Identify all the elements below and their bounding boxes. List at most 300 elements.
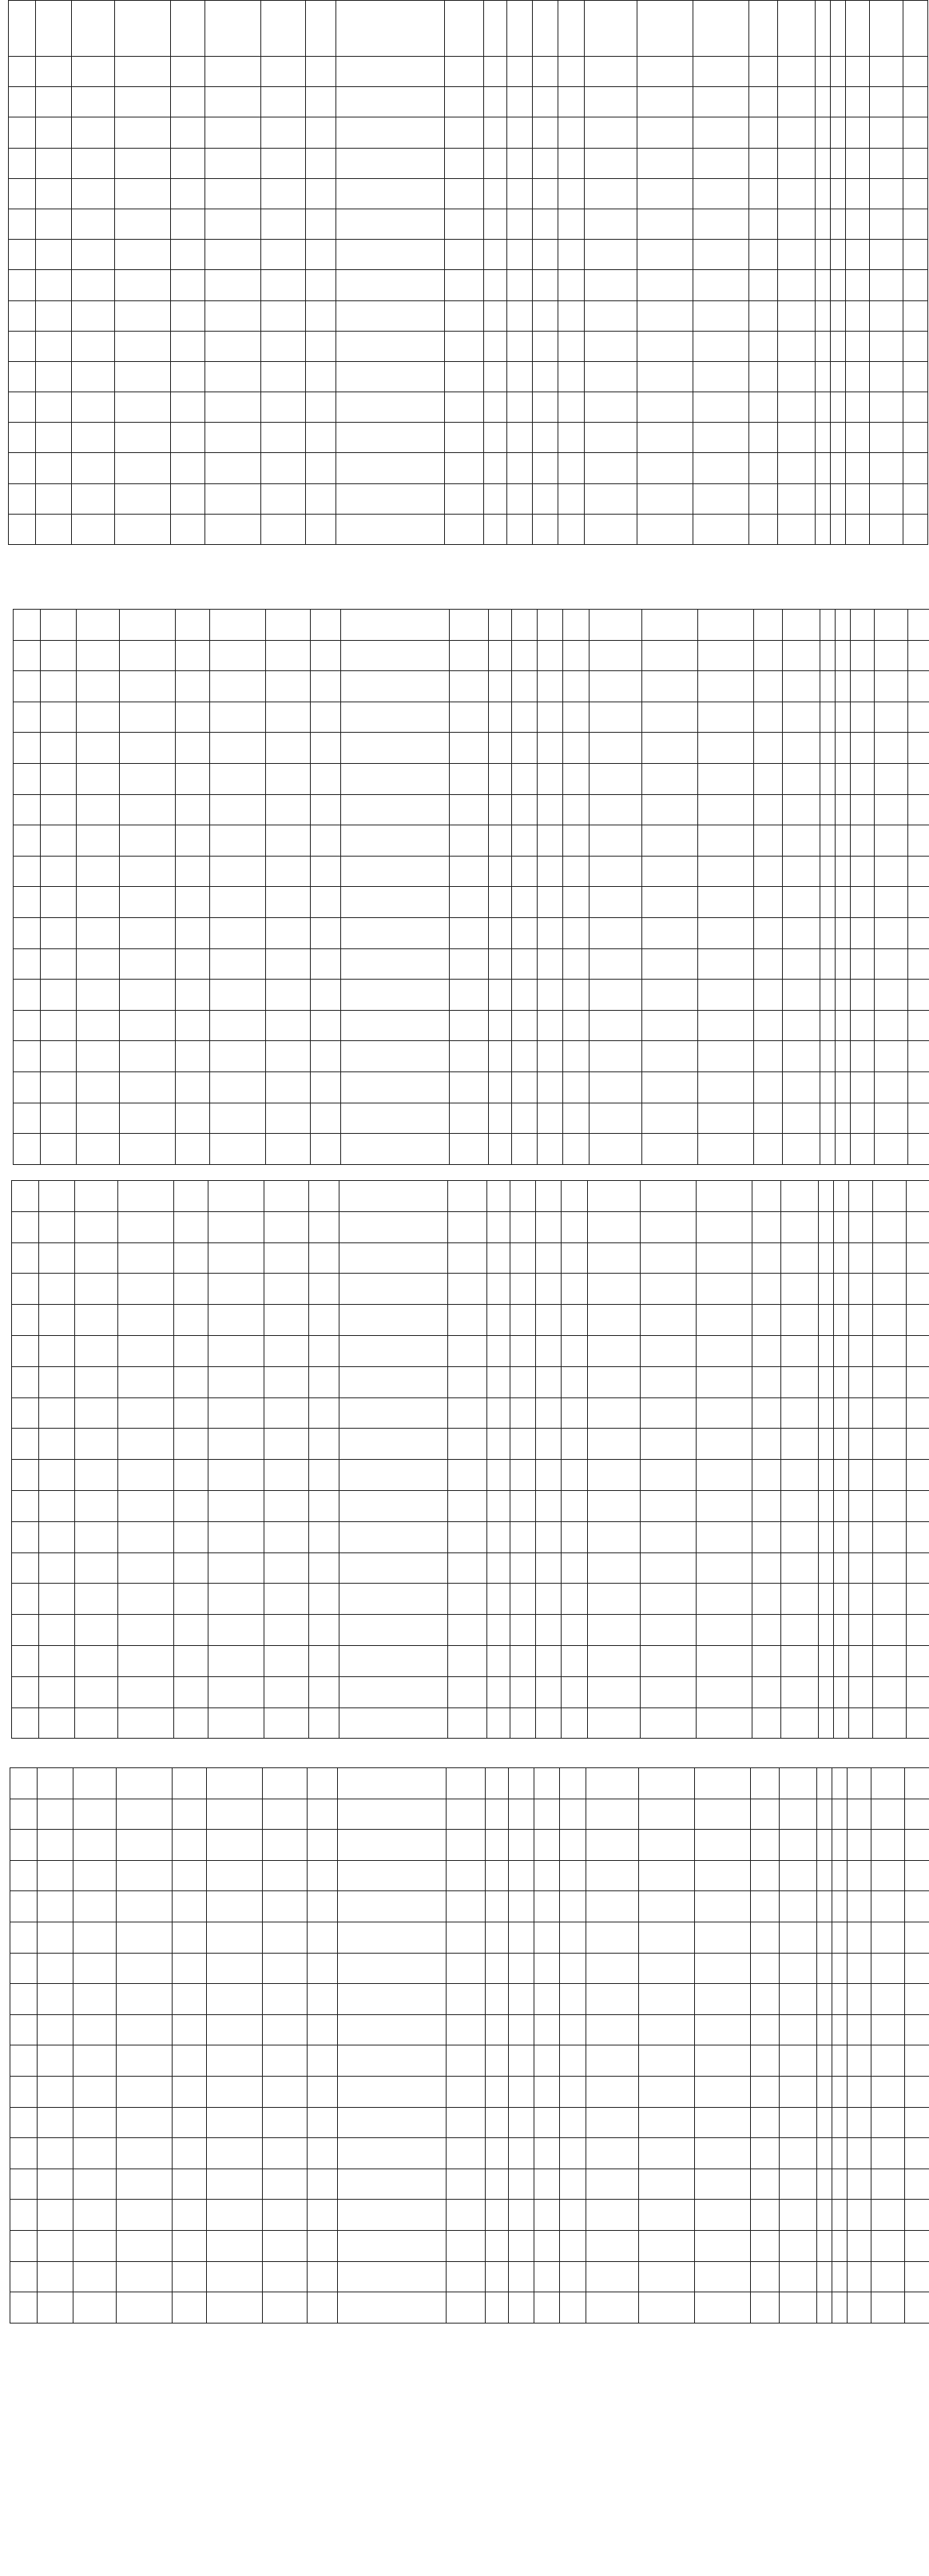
table-cell — [512, 610, 538, 641]
table-cell — [869, 423, 903, 453]
table-cell — [588, 1366, 640, 1397]
table-cell — [696, 1274, 752, 1305]
table-cell — [641, 948, 697, 980]
table-cell — [533, 514, 558, 544]
table-cell — [903, 423, 928, 453]
table-cell — [265, 825, 310, 857]
table-cell — [447, 1707, 487, 1739]
table-cell — [637, 178, 693, 209]
table-cell — [836, 1010, 851, 1041]
table-cell — [339, 1521, 447, 1552]
table-cell — [586, 1891, 638, 1922]
table-cell — [536, 1274, 562, 1305]
table-cell — [341, 763, 449, 794]
table-cell — [820, 856, 835, 887]
table-cell — [694, 2169, 750, 2200]
table-cell — [752, 1397, 780, 1429]
table-cell — [694, 2261, 750, 2292]
table-cell — [903, 361, 928, 392]
table-cell — [536, 1335, 562, 1366]
table-cell — [848, 2107, 871, 2138]
table-cell — [869, 453, 903, 483]
table-cell — [832, 1984, 848, 2015]
table-cell — [170, 178, 204, 209]
table-cell — [908, 1010, 929, 1041]
table-row — [14, 610, 929, 641]
table-cell — [815, 361, 830, 392]
table-cell — [10, 1830, 38, 1861]
table-cell — [265, 1071, 310, 1103]
table-cell — [846, 87, 869, 117]
table-cell — [510, 1397, 536, 1429]
table-cell — [310, 1010, 340, 1041]
table-cell — [204, 392, 260, 423]
table-cell — [71, 178, 114, 209]
table-cell — [534, 2138, 560, 2169]
table-row — [10, 1768, 929, 1799]
table-row — [14, 887, 929, 918]
table-cell — [262, 2107, 307, 2138]
table-cell — [779, 1891, 816, 1922]
table-cell — [536, 1211, 562, 1242]
table-cell — [38, 1552, 74, 1584]
table-cell — [831, 392, 846, 423]
table-cell — [173, 1181, 208, 1212]
table-cell — [869, 483, 903, 514]
header-row — [9, 1, 928, 57]
table-cell — [74, 1181, 117, 1212]
table-cell — [117, 1830, 173, 1861]
table-cell — [637, 209, 693, 239]
table-cell — [10, 2014, 38, 2045]
table-cell — [308, 1242, 339, 1274]
table-cell — [831, 423, 846, 453]
table-cell — [820, 1103, 835, 1134]
table-cell — [818, 1335, 833, 1366]
table-cell — [14, 825, 41, 857]
table-cell — [37, 1984, 73, 2015]
table-cell — [9, 87, 36, 117]
table-cell — [449, 1103, 489, 1134]
table-cell — [907, 1490, 929, 1521]
table-cell — [848, 1922, 871, 1953]
table-cell — [308, 1584, 339, 1615]
table-cell — [509, 1953, 534, 1984]
table-cell — [260, 423, 305, 453]
table-cell — [538, 1071, 563, 1103]
table-cell — [10, 2230, 38, 2261]
table-cell — [484, 240, 507, 270]
table-cell — [869, 300, 903, 331]
table-cell — [115, 392, 171, 423]
table-cell — [779, 2045, 816, 2077]
table-cell — [120, 763, 176, 794]
table-cell — [559, 1860, 586, 1891]
table-cell — [447, 1211, 487, 1242]
table-cell — [777, 361, 815, 392]
table-cell — [590, 856, 641, 887]
table-cell — [849, 1521, 872, 1552]
table-row — [9, 117, 928, 148]
table-cell — [486, 1860, 509, 1891]
table-cell — [815, 148, 830, 178]
table-cell — [444, 300, 484, 331]
table-cell — [586, 2169, 638, 2200]
table-cell — [816, 2261, 832, 2292]
table-cell — [558, 453, 585, 483]
table-cell — [558, 331, 585, 361]
table-cell — [487, 1460, 510, 1491]
table-cell — [907, 1211, 929, 1242]
table-cell — [336, 117, 444, 148]
table-row — [9, 209, 928, 239]
table-cell — [818, 1274, 833, 1305]
table-cell — [37, 2138, 73, 2169]
table-row — [10, 1891, 929, 1922]
table-cell — [170, 240, 204, 270]
table-cell — [489, 1010, 512, 1041]
table-cell — [777, 300, 815, 331]
table-cell — [588, 1274, 640, 1305]
table-cell — [753, 1103, 782, 1134]
table-cell — [694, 1891, 750, 1922]
table-cell — [37, 2076, 73, 2107]
table-cell — [832, 2014, 848, 2045]
table-cell — [848, 1860, 871, 1891]
table-cell — [209, 640, 265, 671]
table-cell — [780, 1645, 818, 1676]
table-cell — [444, 87, 484, 117]
table-cell — [35, 57, 71, 87]
table-cell — [561, 1397, 588, 1429]
table-cell — [640, 1397, 696, 1429]
table-cell — [750, 2169, 779, 2200]
table-cell — [869, 209, 903, 239]
table-cell — [338, 1860, 446, 1891]
table-cell — [641, 1071, 697, 1103]
table-cell — [638, 1799, 694, 1830]
table-cell — [120, 887, 176, 918]
table-cell — [308, 1429, 339, 1460]
table-cell — [779, 1768, 816, 1799]
table-cell — [820, 917, 835, 948]
table-cell — [637, 240, 693, 270]
table-cell — [175, 1103, 209, 1134]
table-cell — [780, 1521, 818, 1552]
table-cell — [338, 1984, 446, 2015]
table-cell — [115, 270, 171, 300]
table-cell — [849, 1645, 872, 1676]
table-cell — [818, 1490, 833, 1521]
table-cell — [265, 1134, 310, 1165]
table-cell — [444, 331, 484, 361]
table-cell — [338, 2169, 446, 2200]
table-cell — [753, 980, 782, 1011]
table-cell — [38, 1676, 74, 1707]
table-cell — [172, 1830, 206, 1861]
table-cell — [512, 1071, 538, 1103]
table-cell — [846, 392, 869, 423]
table-cell — [260, 87, 305, 117]
table-cell — [750, 1768, 779, 1799]
table-cell — [874, 948, 908, 980]
table-cell — [585, 240, 637, 270]
table-cell — [834, 1242, 849, 1274]
table-cell — [208, 1615, 264, 1646]
table-cell — [818, 1521, 833, 1552]
table-cell — [907, 1584, 929, 1615]
table-cell — [260, 270, 305, 300]
table-row — [12, 1335, 929, 1366]
table-cell — [816, 1891, 832, 1922]
table-cell — [696, 1335, 752, 1366]
table-cell — [305, 361, 335, 392]
table-cell — [586, 2261, 638, 2292]
table-cell — [782, 856, 820, 887]
table-cell — [449, 763, 489, 794]
column-header — [115, 1, 171, 57]
table-cell — [487, 1707, 510, 1739]
table-cell — [71, 361, 114, 392]
table-cell — [590, 733, 641, 764]
table-cell — [538, 948, 563, 980]
table-cell — [831, 514, 846, 544]
table-cell — [487, 1274, 510, 1305]
table-cell — [336, 178, 444, 209]
table-cell — [14, 1010, 41, 1041]
table-cell — [777, 453, 815, 483]
table-cell — [538, 733, 563, 764]
table-cell — [641, 856, 697, 887]
table-cell — [640, 1552, 696, 1584]
table-cell — [305, 392, 335, 423]
table-cell — [832, 1768, 848, 1799]
table-cell — [339, 1490, 447, 1521]
table-cell — [697, 825, 753, 857]
table-cell — [444, 270, 484, 300]
table-cell — [748, 117, 777, 148]
table-cell — [40, 1103, 76, 1134]
table-cell — [118, 1521, 174, 1552]
table-cell — [834, 1584, 849, 1615]
table-cell — [449, 917, 489, 948]
table-cell — [818, 1429, 833, 1460]
table-cell — [748, 514, 777, 544]
table-cell — [117, 2292, 173, 2324]
table-cell — [753, 763, 782, 794]
table-cell — [750, 1922, 779, 1953]
table-cell — [748, 209, 777, 239]
table-cell — [536, 1584, 562, 1615]
table-cell — [816, 1860, 832, 1891]
table-cell — [310, 702, 340, 733]
table-cell — [307, 2045, 337, 2077]
table-cell — [35, 240, 71, 270]
table-cell — [585, 331, 637, 361]
table-cell — [341, 1071, 449, 1103]
table-cell — [487, 1242, 510, 1274]
table-cell — [73, 2261, 116, 2292]
table-cell — [209, 948, 265, 980]
table-cell — [209, 1103, 265, 1134]
table-cell — [779, 1953, 816, 1984]
table-cell — [265, 1103, 310, 1134]
table-cell — [120, 1071, 176, 1103]
table-cell — [487, 1397, 510, 1429]
table-cell — [782, 887, 820, 918]
table-cell — [73, 1799, 116, 1830]
table-cell — [74, 1429, 117, 1460]
table-cell — [206, 2045, 262, 2077]
table-cell — [694, 1768, 750, 1799]
table-cell — [559, 2107, 586, 2138]
table-cell — [208, 1429, 264, 1460]
table-cell — [590, 702, 641, 733]
table-cell — [170, 209, 204, 239]
table-row — [10, 1860, 929, 1891]
table-row — [9, 331, 928, 361]
table-cell — [640, 1460, 696, 1491]
table-cell — [444, 392, 484, 423]
table-cell — [559, 2230, 586, 2261]
table-cell — [264, 1584, 308, 1615]
table-cell — [208, 1335, 264, 1366]
table-cell — [14, 610, 41, 641]
table-cell — [694, 2107, 750, 2138]
table-cell — [696, 1490, 752, 1521]
table-cell — [308, 1305, 339, 1336]
table-cell — [561, 1552, 588, 1584]
table-cell — [638, 2014, 694, 2045]
table-cell — [820, 610, 835, 641]
table-cell — [640, 1211, 696, 1242]
table-row — [10, 2107, 929, 2138]
table-cell — [836, 763, 851, 794]
table-cell — [37, 2200, 73, 2231]
table-cell — [536, 1552, 562, 1584]
table-cell — [262, 2045, 307, 2077]
table-cell — [305, 270, 335, 300]
table-cell — [37, 1799, 73, 1830]
table-row — [10, 2200, 929, 2231]
table-cell — [533, 209, 558, 239]
table-cell — [209, 610, 265, 641]
table-cell — [753, 1010, 782, 1041]
table-cell — [820, 887, 835, 918]
table-row — [9, 514, 928, 544]
table-cell — [815, 331, 830, 361]
table-cell — [820, 763, 835, 794]
table-cell — [307, 1984, 337, 2015]
table-cell — [120, 980, 176, 1011]
table-cell — [561, 1521, 588, 1552]
table-row — [9, 148, 928, 178]
table-cell — [74, 1274, 117, 1305]
table-cell — [341, 794, 449, 825]
table-cell — [115, 453, 171, 483]
table-cell — [908, 980, 929, 1011]
table-cell — [777, 148, 815, 178]
table-cell — [849, 1242, 872, 1274]
table-cell — [339, 1274, 447, 1305]
table-cell — [750, 2230, 779, 2261]
table-cell — [534, 1860, 560, 1891]
table-cell — [509, 1830, 534, 1861]
table-cell — [561, 1274, 588, 1305]
table-cell — [308, 1676, 339, 1707]
table-cell — [76, 794, 119, 825]
table-cell — [818, 1460, 833, 1491]
table-cell — [175, 763, 209, 794]
table-cell — [538, 825, 563, 857]
table-cell — [815, 209, 830, 239]
table-cell — [208, 1397, 264, 1429]
table-cell — [208, 1242, 264, 1274]
table-cell — [753, 948, 782, 980]
table-cell — [115, 240, 171, 270]
column-header — [507, 1, 533, 57]
table-cell — [339, 1429, 447, 1460]
table-cell — [115, 361, 171, 392]
table-cell — [533, 148, 558, 178]
table-cell — [338, 2076, 446, 2107]
table-cell — [869, 148, 903, 178]
table-cell — [753, 671, 782, 702]
table-cell — [752, 1242, 780, 1274]
table-cell — [533, 87, 558, 117]
table-cell — [641, 763, 697, 794]
table-cell — [76, 917, 119, 948]
table-cell — [484, 331, 507, 361]
table-row — [9, 453, 928, 483]
table-cell — [694, 2076, 750, 2107]
table-cell — [305, 87, 335, 117]
table-row — [12, 1274, 929, 1305]
table-cell — [173, 1242, 208, 1274]
table-cell — [35, 331, 71, 361]
table-cell — [818, 1211, 833, 1242]
table-cell — [117, 2230, 173, 2261]
table-cell — [208, 1460, 264, 1491]
table-cell — [117, 1922, 173, 1953]
table-cell — [12, 1181, 39, 1212]
table-cell — [38, 1615, 74, 1646]
column-header — [71, 1, 114, 57]
table-cell — [38, 1305, 74, 1336]
table-cell — [782, 610, 820, 641]
table-cell — [558, 240, 585, 270]
table-cell — [820, 794, 835, 825]
table-cell — [509, 2045, 534, 2077]
table-cell — [260, 453, 305, 483]
table-cell — [848, 2076, 871, 2107]
table-cell — [641, 980, 697, 1011]
table-cell — [782, 1041, 820, 1072]
table-cell — [638, 1984, 694, 2015]
table-cell — [264, 1211, 308, 1242]
table-cell — [849, 1274, 872, 1305]
table-cell — [118, 1429, 174, 1460]
table-cell — [834, 1552, 849, 1584]
table-cell — [10, 1891, 38, 1922]
table-cell — [780, 1615, 818, 1646]
table-cell — [851, 610, 874, 641]
table-cell — [752, 1584, 780, 1615]
table-cell — [831, 361, 846, 392]
table-cell — [341, 887, 449, 918]
table-row — [10, 1922, 929, 1953]
table-cell — [697, 763, 753, 794]
